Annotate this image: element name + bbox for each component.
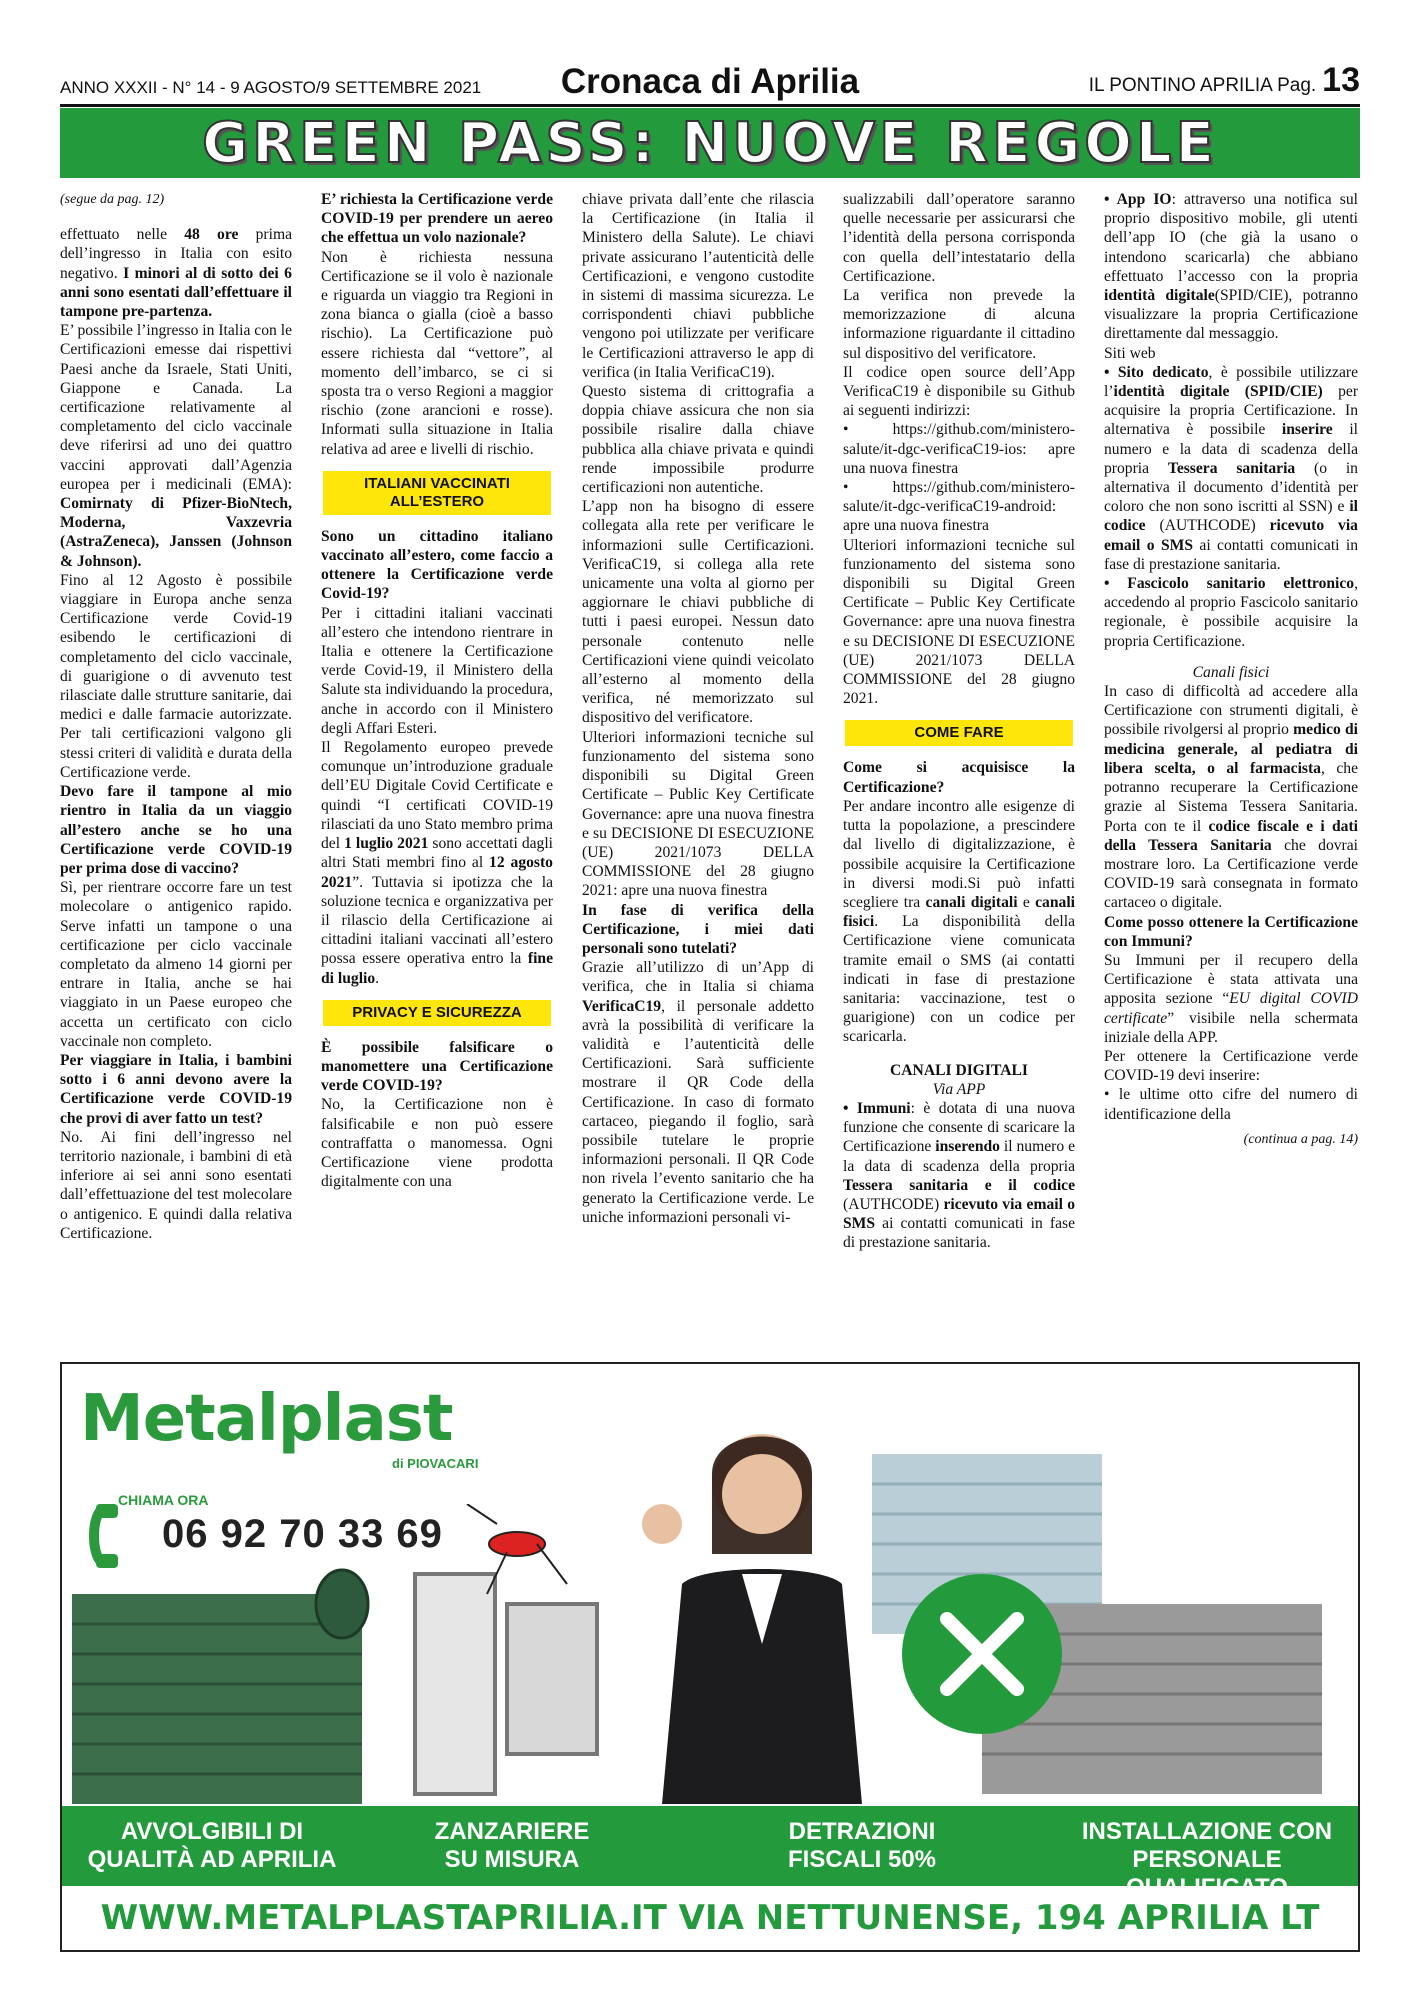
paragraph: Fino al 12 Agosto è possibile viaggiare in Europa anche senza Certificazione verde Covid-19 esibendo le certificazioni di completamento del ciclo vaccinale, di guarigione o di avvenuto test rilasciate dalle strutture sanitarie, dai medici e dalle farmacie autorizzate. Per tali certificazioni valgono gli stessi criteri di validità e durata della Certificazione verde. xyxy=(60,571,292,781)
headline: GREEN PASS: NUOVE REGOLE xyxy=(202,110,1218,176)
article-column-4 xyxy=(843,190,1075,1360)
paragraph: Per ottenere la Certificazione verde COVID-19 devi inserire: xyxy=(1104,1047,1358,1085)
paragraph: • Sito dedicato, è possibile utilizzare l’identità digitale (SPID/CIE) per acquisire la propria Certificazione. In alternativa è possibile inserire il numero e la data di scadenza della propria Tessera sanitaria (o in alternativa il documento d’identità per coloro che non sono iscritti al SSN) e il codice (AUTHCODE) ricevuto via email o SMS ai contatti comunicati in fase di prestazione sanitaria. xyxy=(1104,363,1358,573)
question: È possibile falsificare o manomettere una Certificazione verde COVID-19? xyxy=(321,1038,553,1095)
roller-shutter-green-image xyxy=(72,1564,372,1804)
page-info xyxy=(1089,61,1360,100)
brand-subtitle: di PIOVACARI xyxy=(392,1456,479,1471)
paragraph: In caso di difficoltà ad accedere alla Certificazione con strumenti digitali, è possibile rivolgersi al proprio medico di medicina generale, al pediatra di libera scelta, o al farmacista, che potranno recuperare la Certificazione grazie al Sistema Tessera Sanitaria. Porta con te il codice fiscale e i dati della Tessera Sanitaria che dovrai mostrare loro. La Certificazione verde COVID-19 sarà consegnata in formato cartaceo o digitale. xyxy=(1104,683,1358,912)
question: Sono un cittadino italiano vaccinato all’estero, come faccio a ottenere la Certificazione verde Covid-19? xyxy=(321,527,553,603)
features-bar xyxy=(62,1806,1358,1901)
paragraph: E’ possibile l’ingresso in Italia con le Certificazioni emesse dai rispettivi Paesi anche da Israele, Stati Uniti, Giappone e Canada. La certificazione relativamente al completamento del ciclo vaccinale deve riferirsi ad uno dei quattro vaccini approvati dall’Agenzia europea per i medicinali (EMA): Comirnaty di Pfizer-BioNtech, Moderna, Vaxzevria (AstraZeneca), Janssen (Johnson & Johnson). xyxy=(60,322,292,570)
headline-banner xyxy=(60,108,1360,178)
paragraph: Su Immuni per il recupero della Certificazione è stata attivata una apposita sezione “EU digital COVID certificate” visibile nella schermata iniziale della APP. xyxy=(1104,951,1358,1046)
question: Come posso ottenere la Certificazione con Immuni? xyxy=(1104,913,1358,950)
continued-to-note: (continua a pag. 14) xyxy=(1243,1131,1358,1147)
paragraph: effettuato nelle 48 ore prima dell’ingresso in Italia con esito negativo. I minori al di sotto dei 6 anni sono esentati dall’effettuare il tampone pre-partenza. xyxy=(60,226,292,321)
issue-info: ANNO XXXII - N° 14 - 9 AGOSTO/9 SETTEMBRE 2021 xyxy=(60,78,482,97)
continued-from-note: (segue da pag. 12) xyxy=(60,192,165,207)
feature-installation: INSTALLAZIONE CON PERSONALE QUALIFICATO xyxy=(1081,1818,1333,1901)
paragraph: • App IO: attraverso una notifica sul proprio dispositivo mobile, gli utenti dell’app IO (che già la usano o intendono scaricarla) che abbiano effettuato l’accesso con la propria identità digitale(SPID/CIE), potranno visualizzare la propria Certificazione direttamente dal messaggio. xyxy=(1104,191,1358,343)
question: Devo fare il tampone al mio rientro in Italia da un viaggio all’estero anche se ho una Certificazione verde COVID-19 per prima dose di vaccino? xyxy=(60,783,292,877)
roller-shutter-grey-image xyxy=(832,1444,1352,1804)
github-link-ios: • https://github.com/ministero-salute/it-dgc-verificaC19-ios: apre una nuova finestra xyxy=(843,421,1075,477)
paragraph: Il Regolamento europeo prevede comunque un’introduzione graduale dell’EU Digitale Covid Certificate e quindi “I certificati COVID-19 rilasciati da uno Stato membro prima del 1 luglio 2021 sono accettati dagli altri Stati membri fino al 12 agosto 2021”. Tuttavia si ipotizza che la soluzione tecnica e organizzativa per il rilascio della Certificazione ai cittadini italiani vaccinati all’estero possa essere operativa entro la fine di luglio. xyxy=(321,739,553,987)
question: Per viaggiare in Italia, i bambini sotto i 6 anni devono avere la Certificazione verde COVID-19 che provi di aver fatto un test? xyxy=(60,1051,292,1127)
page-number: 13 xyxy=(1322,61,1360,99)
phone-number: 06 92 70 33 69 xyxy=(162,1512,443,1556)
paragraph: Per i cittadini italiani vaccinati all’estero che intendono rientrare in Italia e ottenere la Certificazione verde Covid-19, il Ministero della Salute sta individuando la procedura, anche in accordo con il Ministero degli Affari Esteri. xyxy=(321,604,553,737)
section-box: ITALIANI VACCINATI ALL’ESTERO xyxy=(323,471,551,515)
subheading-italic: Canali fisici xyxy=(1192,663,1270,681)
paragraph: Siti web xyxy=(1104,344,1156,362)
paragraph: Sì, per rientrare occorre fare un test molecolare o antigenico rapido. Serve infatti un tampone o una certificazione per ciclo vaccinale completato da almeno 14 giorni per entrare in Italia, anche se hai viaggiato in un Paese europeo che accetta un certificato con ciclo vaccinale non completo. xyxy=(60,879,292,1050)
section-box: COME FARE xyxy=(845,720,1073,746)
subheading: CANALI DIGITALI xyxy=(890,1061,1028,1079)
paragraph: Ulteriori informazioni tecniche sul funzionamento del sistema sono disponibili su Digital Green Certificate – Public Key Certificate Governance: apre una nuova finestra e su DECISIONE DI ESECUZIONE (UE) 2021/1073 DELLA COMMISSIONE del 28 giugno 2021: apre una nuova finestra xyxy=(582,728,814,900)
feature-nets: ZANZARIERE SU MISURA xyxy=(434,1818,590,1873)
mosquito-net-image xyxy=(407,1504,607,1804)
section-title: Cronaca di Aprilia xyxy=(560,62,860,101)
masthead-rule xyxy=(60,104,1360,107)
paragraph: Grazie all’utilizzo di un’App di verifica, che in Italia si chiama VerificaC19, il personale addetto avrà la possibilità di verificare la validità e l’autenticità delle Certificazioni. Sarà sufficiente mostrare il QR Code della Certificazione. In caso di formato cartaceo, piegando il foglio, sarà possibile tutelare le proprie informazioni personali. Il QR Code non rivela l’evento sanitario che ha generato la Certificazione verde. Le uniche informazioni personali vi- xyxy=(582,959,814,1226)
paragraph: L’app non ha bisogno di essere collegata alla rete per verificare le informazioni sulle Certificazioni. VerificaC19, si collega alla rete unicamente una volta al giorno per aggiornare le chiavi pubbliche di tutti i paesi europei. Nessun dato personale contenuto nelle Certificazioni viene quindi veicolato all’esterno al momento della verifica, né memorizzato sul dispositivo del verificatore. xyxy=(582,498,814,727)
paragraph: • le ultime otto cifre del numero di identificazione della xyxy=(1104,1086,1358,1123)
github-link-android: • https://github.com/ministero-salute/it-dgc-verificaC19-android: apre una nuova finestra xyxy=(843,479,1075,535)
paragraph: Il codice open source dell’App VerificaC19 è disponibile su Github ai seguenti indirizzi: xyxy=(843,363,1075,420)
article-column-5 xyxy=(1104,190,1358,1360)
article-column-2 xyxy=(321,190,553,1360)
question: Come si acquisisce la Certificazione? xyxy=(843,759,1075,796)
paragraph: Per andare incontro alle esigenze di tutta la popolazione, a prescindere dal livello di digitalizzazione, è possibile acquisire la Certificazione in diversi modi.Si può infatti scegliere tra canali digitali e canali fisici. La disponibilità della Certificazione viene comunicata tramite email o SMS (ai contatti indicati in fase di prestazione sanitaria: vaccinazione, test o guarigione) con un codice per scaricarla. xyxy=(843,797,1075,1046)
paper-name: IL PONTINO APRILIA Pag. xyxy=(1088,75,1317,96)
article-column-1 xyxy=(60,190,292,1360)
paragraph: La verifica non prevede la memorizzazione di alcuna informazione riguardante il cittadino sul dispositivo del verificatore. xyxy=(843,287,1075,362)
advertisement xyxy=(60,1362,1360,1952)
paragraph: • Immuni: è dotata di una nuova funzione che consente di scaricare la Certificazione inserendo il numero e la data di scadenza della propria Tessera sanitaria e il codice (AUTHCODE) ricevuto via email o SMS ai contatti comunicati in fase di prestazione sanitaria. xyxy=(843,1099,1075,1252)
feature-rollers: AVVOLGIBILI DI QUALITÀ AD APRILIA xyxy=(87,1818,337,1873)
call-label: CHIAMA ORA xyxy=(118,1492,209,1508)
website-address: WWW.METALPLASTAPRILIA.IT VIA NETTUNENSE, 194 APRILIA LT xyxy=(100,1898,1320,1938)
subheading-italic: Via APP xyxy=(932,1080,986,1098)
paragraph: sualizzabili dall’operatore saranno quelle necessarie per assicurarsi che l’identità della persona corrisponda con quella dell’intestatario della Certificazione. xyxy=(843,191,1075,285)
masthead xyxy=(60,56,1360,104)
brand-logo: Metalplast xyxy=(80,1382,453,1456)
paragraph: No, la Certificazione non è falsificabile e non può essere contraffatta o manomessa. Ogni Certificazione viene prodotta digitalmente con una xyxy=(321,1096,553,1191)
section-box: PRIVACY E SICUREZZA xyxy=(323,1000,551,1026)
feature-tax: DETRAZIONI FISCALI 50% xyxy=(787,1818,937,1873)
article-column-3 xyxy=(582,190,814,1360)
paragraph: Questo sistema di crittografia a doppia chiave assicura che non sia possibile risalire dalla chiave pubblica alla chiave privata e quindi rende impossibile produrre certificazioni non autentiche. xyxy=(582,383,814,497)
paragraph: chiave privata dall’ente che rilascia la Certificazione (in Italia il Ministero della Salute). Le chiavi private assicurano l’autenticità delle Certificazioni, e vengono custodite in sistemi di massima sicurezza. Le corrispondenti chiavi pubbliche vengono poi utilizzate per verificare le Certificazioni attraverso le app di verifica (in Italia VerificaC19). xyxy=(582,191,814,381)
question: In fase di verifica della Certificazione, i miei dati personali sono tutelati? xyxy=(582,901,814,957)
paragraph: Non è richiesta nessuna Certificazione se il volo è nazionale e riguarda un viaggio tra Regioni in zona bianca o gialla (cioè a basso rischio). La Certificazione può essere richiesta dal “vettore”, al momento dell’imbarco, se ci si sposta tra o verso Regioni a maggior rischio (zone arancioni e rosse). Informati sulla situazione in Italia relativa ad aree e livelli di rischio. xyxy=(321,248,553,458)
paragraph: • Fascicolo sanitario elettronico, accedendo al proprio Fascicolo sanitario regionale, è possibile acquisire la propria Certificazione. xyxy=(1104,575,1358,650)
paragraph: Ulteriori informazioni tecniche sul funzionamento del sistema sono disponibili su Digital Green Certificate – Public Key Certificate Governance: apre una nuova finestra e su DECISIONE DI ESECUZIONE (UE) 2021/1073 DELLA COMMISSIONE del 28 giugno 2021. xyxy=(843,536,1075,708)
question: E’ richiesta la Certificazione verde COVID-19 per prendere un aereo che effettua un volo nazionale? xyxy=(321,191,553,247)
paragraph: No. Ai fini dell’ingresso nel territorio nazionale, i bambini di età inferiore ai sei anni sono esentati dall’effettuazione del test molecolare o antigenico. E quindi dalla relativa Certificazione. xyxy=(60,1128,292,1242)
